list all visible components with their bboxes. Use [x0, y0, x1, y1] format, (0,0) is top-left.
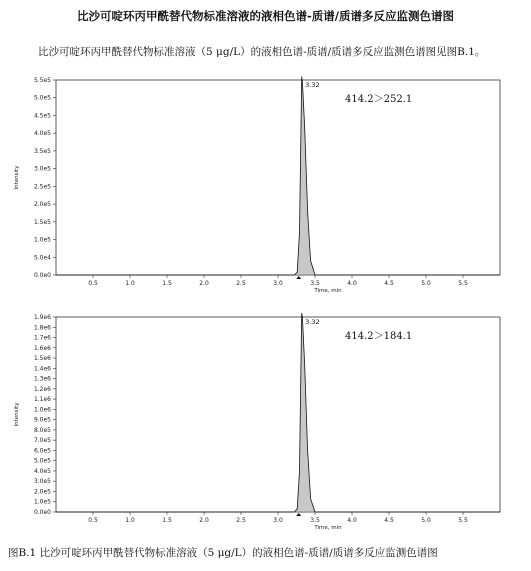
y-axis-title: Intensity — [14, 402, 20, 427]
x-tick-label: 3.0 — [273, 517, 283, 524]
x-tick-label: 3.5 — [310, 517, 320, 524]
rt-marker-icon — [296, 513, 301, 516]
x-tick-label: 1.0 — [125, 517, 135, 524]
chromatogram-trace — [56, 77, 500, 276]
x-tick-label: 2.0 — [199, 517, 209, 524]
x-tick-label: 5.0 — [421, 280, 431, 287]
y-tick-label: 0.0e0 — [33, 272, 51, 279]
x-tick-label: 4.5 — [384, 280, 394, 287]
rt-marker-icon — [296, 276, 301, 279]
y-tick-label: 0.0e0 — [33, 509, 51, 516]
peak-area — [294, 77, 315, 276]
y-tick-label: 5.5e5 — [33, 77, 51, 84]
y-tick-label: 3.0e5 — [33, 165, 51, 173]
x-tick-label: 5.5 — [458, 517, 468, 524]
y-tick-label: 1.5e6 — [33, 355, 51, 363]
x-tick-label: 0.5 — [88, 517, 98, 524]
x-tick-label: 2.5 — [236, 517, 246, 524]
y-tick-label: 1.1e6 — [33, 396, 51, 404]
y-tick-label: 5.0e4 — [33, 254, 51, 262]
y-tick-label: 2.0e5 — [33, 201, 51, 209]
x-axis-title: Time, min — [314, 525, 342, 531]
y-tick-label: 6.0e5 — [33, 447, 51, 455]
y-tick-label: 1.9e6 — [33, 314, 51, 321]
x-tick-label: 4.0 — [347, 280, 357, 287]
transition-label: 414.2＞184.1 — [345, 331, 413, 342]
plot-frame — [56, 317, 500, 512]
x-tick-label: 1.5 — [162, 280, 172, 287]
y-tick-label: 1.3e6 — [33, 375, 51, 383]
x-tick-label: 4.5 — [384, 517, 394, 524]
peak-label: 3.32 — [305, 81, 320, 89]
x-tick-label: 4.0 — [347, 517, 357, 524]
page-heading: 比沙可啶环丙甲酰替代物标准溶液的液相色谱-质谱/质谱多反应监测色谱图 — [77, 9, 454, 23]
x-tick-label: 5.0 — [421, 517, 431, 524]
y-tick-label: 3.0e5 — [33, 478, 51, 486]
y-tick-label: 9.0e5 — [33, 416, 51, 424]
y-tick-label: 1.6e6 — [33, 344, 51, 352]
transition-label: 414.2＞252.1 — [345, 94, 413, 105]
y-tick-label: 7.0e5 — [33, 437, 51, 445]
x-tick-label: 1.5 — [162, 517, 172, 524]
y-tick-label: 8.0e5 — [33, 426, 51, 434]
y-tick-label: 2.0e5 — [33, 488, 51, 496]
x-tick-label: 1.0 — [125, 280, 135, 287]
y-tick-label: 4.0e5 — [33, 467, 51, 475]
x-tick-label: 3.5 — [310, 280, 320, 287]
y-tick-label: 1.0e5 — [33, 498, 51, 506]
y-tick-label: 3.5e5 — [33, 147, 51, 155]
x-axis-title: Time, min — [314, 288, 342, 294]
chromatogram-chart-1 — [0, 70, 531, 300]
y-tick-label: 4.5e5 — [33, 112, 51, 120]
chromatogram-trace — [56, 313, 500, 512]
y-tick-label: 5.0e5 — [33, 457, 51, 465]
x-tick-label: 2.5 — [236, 280, 246, 287]
x-tick-label: 0.5 — [88, 280, 98, 287]
intro-paragraph: 比沙可啶环丙甲酰替代物标准溶液（5 μg/L）的液相色谱-质谱/质谱多反应监测色谱图见图B.1。 — [38, 46, 486, 58]
x-tick-label: 2.0 — [199, 280, 209, 287]
y-tick-label: 5.0e5 — [33, 94, 51, 102]
y-tick-label: 1.8e6 — [33, 324, 51, 332]
x-tick-label: 5.5 — [458, 280, 468, 287]
y-tick-label: 1.0e5 — [33, 236, 51, 244]
y-axis-title: Intensity — [14, 165, 20, 190]
y-tick-label: 1.5e5 — [33, 218, 51, 226]
chromatogram-chart-2 — [0, 307, 531, 537]
y-tick-label: 2.5e5 — [33, 183, 51, 191]
y-tick-label: 1.0e6 — [33, 406, 51, 414]
y-tick-label: 1.2e6 — [33, 385, 51, 393]
y-tick-label: 1.7e6 — [33, 334, 51, 342]
peak-label: 3.32 — [305, 318, 320, 326]
x-tick-label: 3.0 — [273, 280, 283, 287]
figure-caption: 图B.1 比沙可啶环丙甲酰替代物标准溶液（5 μg/L）的液相色谱-质谱/质谱多反应监测色谱图 — [8, 547, 438, 559]
peak-area — [294, 313, 315, 512]
y-tick-label: 1.4e6 — [33, 365, 51, 373]
plot-frame — [56, 80, 500, 275]
y-tick-label: 4.0e5 — [33, 130, 51, 138]
